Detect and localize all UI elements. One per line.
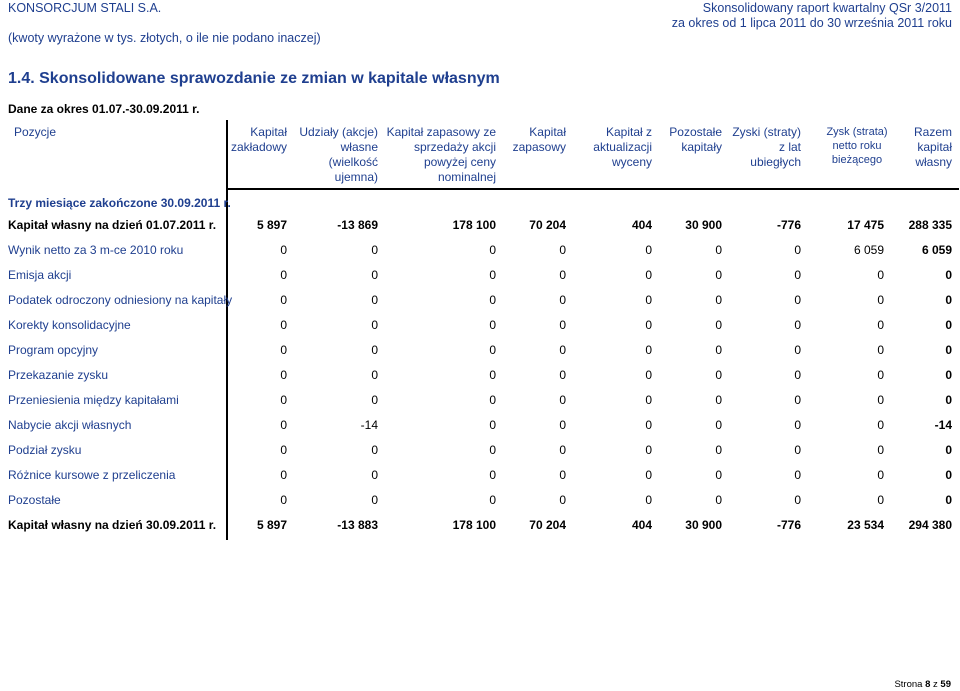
- table-cell: 0: [715, 293, 722, 307]
- table-row: [0, 418, 960, 436]
- table-cell: 0: [945, 318, 952, 332]
- column-header-line: Kapitał: [529, 125, 566, 139]
- table-cell: 0: [559, 443, 566, 457]
- table-cell: 0: [371, 368, 378, 382]
- table-cell: 5 897: [256, 518, 287, 532]
- table-cell: 0: [371, 468, 378, 482]
- table-cell: 6 059: [853, 243, 884, 257]
- table-cell: 0: [371, 243, 378, 257]
- table-cell: 0: [794, 443, 801, 457]
- table-cell: 0: [559, 493, 566, 507]
- table-cell: 0: [645, 468, 652, 482]
- table-cell: 0: [945, 443, 952, 457]
- page-separator: z: [930, 679, 941, 690]
- table-cell: 0: [715, 468, 722, 482]
- table-cell: 0: [371, 293, 378, 307]
- table-cell: 0: [489, 318, 496, 332]
- table-cell: 0: [489, 393, 496, 407]
- table-cell: 0: [794, 368, 801, 382]
- table-cell: 70 204: [529, 218, 566, 232]
- column-header-line: (wielkość: [328, 155, 378, 169]
- table-cell: 0: [371, 493, 378, 507]
- table-cell: 0: [877, 268, 884, 282]
- table-row: [0, 393, 960, 411]
- units-note: (kwoty wyrażone w tys. złotych, o ile nie podano inaczej): [8, 31, 321, 45]
- table-cell: 5 897: [256, 218, 287, 232]
- table-cell: 404: [631, 518, 652, 532]
- table-cell: 0: [280, 343, 287, 357]
- row-label: Kapitał własny na dzień 30.09.2011 r.: [8, 518, 217, 532]
- column-header-line: kapitały: [681, 140, 722, 154]
- table-cell: 0: [945, 468, 952, 482]
- table-cell: 0: [794, 418, 801, 432]
- table-header-rule: [226, 188, 959, 190]
- column-header-pozycje: Pozycje: [14, 125, 57, 139]
- table-cell: 0: [371, 343, 378, 357]
- table-cell: 30 900: [685, 518, 722, 532]
- period-label: Dane za okres 01.07.-30.09.2011 r.: [8, 102, 200, 116]
- table-cell: 0: [715, 268, 722, 282]
- column-header-line: bieżącego: [831, 154, 883, 166]
- table-cell: 0: [645, 343, 652, 357]
- table-cell: 0: [877, 393, 884, 407]
- column-header-line: Kapitał: [250, 125, 287, 139]
- table-cell: 178 100: [452, 518, 496, 532]
- table-cell: 0: [559, 268, 566, 282]
- table-cell: 0: [559, 243, 566, 257]
- table-cell: 0: [280, 468, 287, 482]
- table-cell: 0: [645, 368, 652, 382]
- row-label: Korekty konsolidacyjne: [8, 318, 131, 332]
- table-cell: 0: [489, 293, 496, 307]
- table-cell: 0: [489, 443, 496, 457]
- table-cell: 0: [371, 393, 378, 407]
- column-header: [701, 125, 801, 170]
- table-row: [0, 343, 960, 361]
- table-cell: 0: [715, 443, 722, 457]
- table-cell: 0: [945, 493, 952, 507]
- table-row: [0, 268, 960, 286]
- table-cell: 0: [877, 468, 884, 482]
- table-cell: 0: [715, 393, 722, 407]
- table-cell: 0: [280, 318, 287, 332]
- table-cell: 0: [645, 493, 652, 507]
- table-row: [0, 293, 960, 311]
- report-period: za okres od 1 lipca 2011 do 30 września 2011 roku: [671, 16, 952, 30]
- table-cell: 0: [794, 268, 801, 282]
- column-header: [366, 125, 496, 185]
- column-header-line: kapitał: [917, 140, 952, 154]
- column-header-line: zapasowy: [512, 140, 566, 154]
- table-cell: 0: [371, 443, 378, 457]
- row-label: Wynik netto za 3 m-ce 2010 roku: [8, 243, 184, 257]
- column-header-line: ujemna): [334, 170, 378, 184]
- table-cell: 0: [371, 318, 378, 332]
- row-label: Różnice kursowe z przeliczenia: [8, 468, 176, 482]
- table-cell: 0: [715, 343, 722, 357]
- table-cell: 0: [645, 268, 652, 282]
- column-header-line: ubiegłych: [750, 155, 801, 169]
- table-cell: 0: [559, 393, 566, 407]
- table-cell: 0: [715, 418, 722, 432]
- table-cell: -776: [776, 518, 801, 532]
- row-label: Emisja akcji: [8, 268, 72, 282]
- column-header-line: Zysk (strata): [826, 126, 888, 138]
- table-row: [0, 443, 960, 461]
- table-cell: 0: [794, 318, 801, 332]
- table-cell: 0: [489, 468, 496, 482]
- table-cell: 0: [794, 393, 801, 407]
- table-cell: 0: [794, 468, 801, 482]
- column-header-line: Udziały (akcje): [299, 125, 378, 139]
- table-cell: 0: [489, 368, 496, 382]
- page-number: 8: [925, 679, 931, 690]
- column-header-line: Pozostałe: [669, 125, 722, 139]
- table-cell: 0: [945, 393, 952, 407]
- table-cell: 0: [877, 493, 884, 507]
- column-header-line: nominalnej: [437, 170, 496, 184]
- table-cell: 0: [794, 343, 801, 357]
- report-title: Skonsolidowany raport kwartalny QSr 3/2011: [702, 1, 952, 15]
- section-title: 1.4. Skonsolidowane sprawozdanie ze zmian w kapitale własnym: [8, 70, 500, 87]
- table-cell: 0: [794, 493, 801, 507]
- row-label: Kapitał własny na dzień 01.07.2011 r.: [8, 218, 217, 232]
- table-cell: 0: [945, 268, 952, 282]
- table-row: [0, 518, 960, 536]
- table-cell: 23 534: [847, 518, 884, 532]
- table-cell: 0: [280, 493, 287, 507]
- table-cell: 0: [877, 443, 884, 457]
- table-cell: 294 380: [908, 518, 952, 532]
- page-total: 59: [940, 679, 951, 690]
- column-header-line: Kapitał zapasowy ze: [386, 125, 496, 139]
- column-header-line: aktualizacji: [593, 140, 652, 154]
- table-row: [0, 243, 960, 261]
- table-cell: 0: [877, 418, 884, 432]
- table-row: [0, 468, 960, 486]
- table-cell: -14: [934, 418, 952, 432]
- table-cell: 0: [280, 368, 287, 382]
- table-cell: 0: [489, 268, 496, 282]
- table-cell: 0: [559, 368, 566, 382]
- table-cell: 0: [794, 293, 801, 307]
- table-cell: 0: [489, 243, 496, 257]
- table-row: [0, 218, 960, 236]
- table-cell: -13 869: [337, 218, 378, 232]
- table-subheader: Trzy miesiące zakończone 30.09.2011 r.: [8, 196, 231, 210]
- column-header-line: własny: [915, 155, 952, 169]
- row-label: Program opcyjny: [8, 343, 99, 357]
- table-cell: 288 335: [908, 218, 952, 232]
- column-header-line: powyżej ceny: [423, 155, 496, 169]
- table-cell: 0: [559, 343, 566, 357]
- table-cell: 0: [559, 293, 566, 307]
- table-row: [0, 318, 960, 336]
- company-name: KONSORCJUM STALI S.A.: [8, 1, 162, 15]
- column-header-line: sprzedaży akcji: [413, 140, 496, 154]
- table-cell: 0: [645, 293, 652, 307]
- table-cell: 0: [945, 293, 952, 307]
- table-cell: 70 204: [529, 518, 566, 532]
- table-cell: -14: [360, 418, 378, 432]
- table-cell: 0: [945, 343, 952, 357]
- column-header-line: własne: [340, 140, 378, 154]
- row-label: Nabycie akcji własnych: [8, 418, 132, 432]
- table-cell: 0: [280, 268, 287, 282]
- table-cell: 0: [645, 393, 652, 407]
- table-cell: 0: [645, 318, 652, 332]
- table-cell: 6 059: [921, 243, 952, 257]
- table-cell: 0: [645, 418, 652, 432]
- table-cell: 0: [877, 343, 884, 357]
- column-header-line: z lat: [778, 140, 801, 154]
- column-header-line: Zyski (straty): [732, 125, 801, 139]
- table-cell: 0: [280, 418, 287, 432]
- table-cell: 0: [715, 368, 722, 382]
- table-cell: 0: [489, 343, 496, 357]
- column-header-line: Razem: [913, 125, 952, 139]
- row-label: Przeniesienia między kapitałami: [8, 393, 179, 407]
- page-footer: [894, 679, 951, 690]
- table-cell: 0: [559, 418, 566, 432]
- table-row: [0, 493, 960, 511]
- table-cell: 17 475: [847, 218, 884, 232]
- column-header: [552, 125, 652, 170]
- table-cell: -13 883: [337, 518, 378, 532]
- table-cell: 0: [945, 368, 952, 382]
- table-cell: 30 900: [685, 218, 722, 232]
- table-cell: 0: [715, 318, 722, 332]
- page-prefix: Strona: [894, 679, 926, 690]
- column-header-line: zakładowy: [230, 140, 287, 154]
- table-cell: 0: [489, 418, 496, 432]
- table-cell: 0: [645, 243, 652, 257]
- table-cell: 0: [280, 243, 287, 257]
- column-header: [268, 125, 378, 185]
- column-header-line: wyceny: [611, 155, 652, 169]
- table-cell: 0: [794, 243, 801, 257]
- column-header: [882, 125, 952, 170]
- row-label: Pozostałe: [8, 493, 61, 507]
- table-cell: 0: [280, 393, 287, 407]
- table-cell: 0: [877, 368, 884, 382]
- column-header-line: Kapitał z: [605, 125, 652, 139]
- table-cell: 0: [559, 318, 566, 332]
- table-cell: 0: [715, 243, 722, 257]
- row-label: Podatek odroczony odniesiony na kapitały: [8, 293, 233, 307]
- column-header-line: netto roku: [832, 140, 882, 152]
- table-row: [0, 368, 960, 386]
- table-cell: 178 100: [452, 218, 496, 232]
- row-label: Przekazanie zysku: [8, 368, 109, 382]
- table-cell: 0: [489, 493, 496, 507]
- table-cell: 404: [631, 218, 652, 232]
- table-cell: 0: [645, 443, 652, 457]
- table-cell: 0: [559, 468, 566, 482]
- table-cell: -776: [776, 218, 801, 232]
- table-cell: 0: [280, 443, 287, 457]
- table-cell: 0: [877, 318, 884, 332]
- table-cell: 0: [877, 293, 884, 307]
- table-cell: 0: [371, 268, 378, 282]
- table-cell: 0: [715, 493, 722, 507]
- table-cell: 0: [280, 293, 287, 307]
- row-label: Podział zysku: [8, 443, 82, 457]
